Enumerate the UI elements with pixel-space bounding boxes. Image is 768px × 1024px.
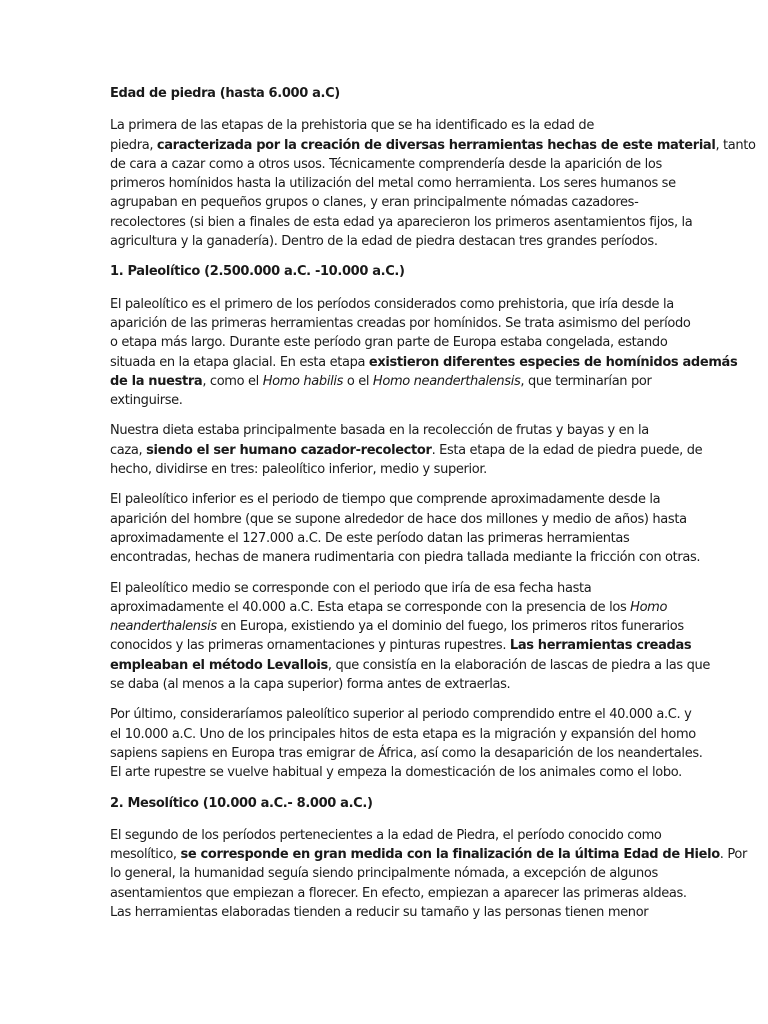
text-line: Nuestra dieta estaba principalmente basada en la recolección de frutas y bayas y en la [110, 423, 649, 439]
paragraph-paleolitico-medio [110, 579, 711, 695]
text-line: empleaban el método Levallois, que consistía en la elaboración de lascas de piedra a las que [110, 657, 711, 673]
italic-text: Homo [630, 599, 668, 615]
bold-text: se corresponde en gran medida con la finalización de la última Edad de Hielo [180, 847, 720, 863]
text-line: asentamientos que empiezan a florecer. En efecto, empiezan a aparecer las primeras aldeas. [110, 885, 687, 901]
text-line: mesolítico, se corresponde en gran medida con la finalización de la última Edad de Hielo. Por [110, 847, 747, 863]
text-line: El arte rupestre se vuelve habitual y empeza la domesticación de los animales como el lobo. [110, 765, 682, 781]
bold-text: siendo el ser humano cazador-recolector [146, 442, 432, 458]
text-line: recolectores (si bien a finales de esta edad ya aparecieron los primeros asentamientos fijos, la [110, 214, 693, 230]
text-line: o etapa más largo. Durante este período gran parte de Europa estaba congelada, estando [110, 335, 668, 351]
text-line: El segundo de los períodos pertenecientes a la edad de Piedra, el período conocido como [110, 827, 662, 843]
paragraph-paleolitico-inferior [110, 490, 701, 567]
text-line: El paleolítico inferior es el periodo de tiempo que comprende aproximadamente desde la [110, 492, 661, 508]
text-line: La primera de las etapas de la prehistoria que se ha identificado es la edad de [110, 118, 594, 134]
paragraph-dieta [110, 421, 703, 479]
bold-text: Las herramientas creadas [509, 638, 692, 654]
text-line: aparición del hombre (que se supone alrededor de hace dos millones y medio de años) hasta [110, 511, 687, 527]
text-line: aparición de las primeras herramientas creadas por homínidos. Se trata asimismo del período [110, 315, 691, 331]
text-line: agricultura y la ganadería). Dentro de la edad de piedra destacan tres grandes períodos. [110, 234, 658, 250]
paragraph-mesolitico [110, 826, 747, 922]
bold-text: de la nuestra [110, 373, 203, 389]
text-line: situada en la etapa glacial. En esta etapa existieron diferentes especies de homínidos además [110, 354, 738, 370]
italic-text: neanderthalensis [110, 619, 217, 635]
text-line: neanderthalensis en Europa, existiendo ya el dominio del fuego, los primeros ritos funerarios [110, 619, 684, 635]
text-line: sapiens sapiens en Europa tras emigrar de África, así como la desaparición de los neandertales. [110, 745, 703, 761]
heading-mesolitico: 2. Mesolítico (10.000 a.C.- 8.000 a.C.) [110, 795, 373, 811]
bold-text: empleaban el método Levallois [110, 657, 328, 673]
text-line: extinguirse. [110, 393, 183, 409]
paragraph-paleolitico [110, 295, 738, 411]
text-line: El paleolítico medio se corresponde con el periodo que iría de esa fecha hasta [110, 580, 592, 596]
bold-text: caracterizada por la creación de diversas herramientas hechas de este material [156, 137, 716, 153]
heading-edad-de-piedra: Edad de piedra (hasta 6.000 a.C) [110, 86, 340, 101]
text-line: se daba (al menos a la capa superior) forma antes de extraerlas. [110, 677, 511, 693]
paragraph-paleolitico-superior [110, 705, 703, 782]
text-line: de la nuestra, como el Homo habilis o el Homo neanderthalensis, que terminarían por [110, 373, 652, 389]
text-line: de cara a cazar como a otros usos. Técnicamente comprendería desde la aparición de los [110, 156, 662, 172]
heading-paleolitico: 1. Paleolítico (2.500.000 a.C. -10.000 a.C.) [110, 264, 405, 280]
document-page [110, 78, 756, 933]
text-line: El paleolítico es el primero de los períodos considerados como prehistoria, que iría desde la [110, 296, 674, 312]
text-line: Las herramientas elaboradas tienden a reducir su tamaño y las personas tienen menor [110, 904, 649, 920]
text-line: hecho, dividirse en tres: paleolítico inferior, medio y superior. [110, 462, 487, 478]
text-line: conocidos y las primeras ornamentaciones y pinturas rupestres. Las herramientas creadas [110, 638, 692, 654]
text-line: Por último, consideraríamos paleolítico superior al periodo comprendido entre el 40.000 a.C. y [110, 707, 692, 723]
text-line: el 10.000 a.C. Uno de los principales hitos de esta etapa es la migración y expansión del homo [110, 726, 696, 742]
text-line: caza, siendo el ser humano cazador-recolector. Esta etapa de la edad de piedra puede, de [110, 442, 703, 458]
text-line: encontradas, hechas de manera rudimentaria con piedra tallada mediante la fricción con otras. [110, 550, 701, 566]
text-line: piedra, caracterizada por la creación de diversas herramientas hechas de este material, tanto [110, 137, 756, 153]
bold-text: existieron diferentes especies de homínidos además [368, 354, 738, 370]
text-line: aproximadamente el 127.000 a.C. De este período datan las primeras herramientas [110, 530, 630, 546]
paragraph-intro [110, 116, 756, 251]
text-line: lo general, la humanidad seguía siendo principalmente nómada, a excepción de algunos [110, 866, 658, 882]
text-line: agrupaban en pequeños grupos o clanes, y eran principalmente nómadas cazadores- [110, 195, 639, 211]
italic-text: Homo habilis [262, 373, 344, 389]
italic-text: Homo neanderthalensis [372, 373, 521, 389]
text-line: primeros homínidos hasta la utilización del metal como herramienta. Los seres humanos se [110, 176, 676, 192]
text-line: aproximadamente el 40.000 a.C. Esta etapa se corresponde con la presencia de los Homo [110, 599, 668, 615]
